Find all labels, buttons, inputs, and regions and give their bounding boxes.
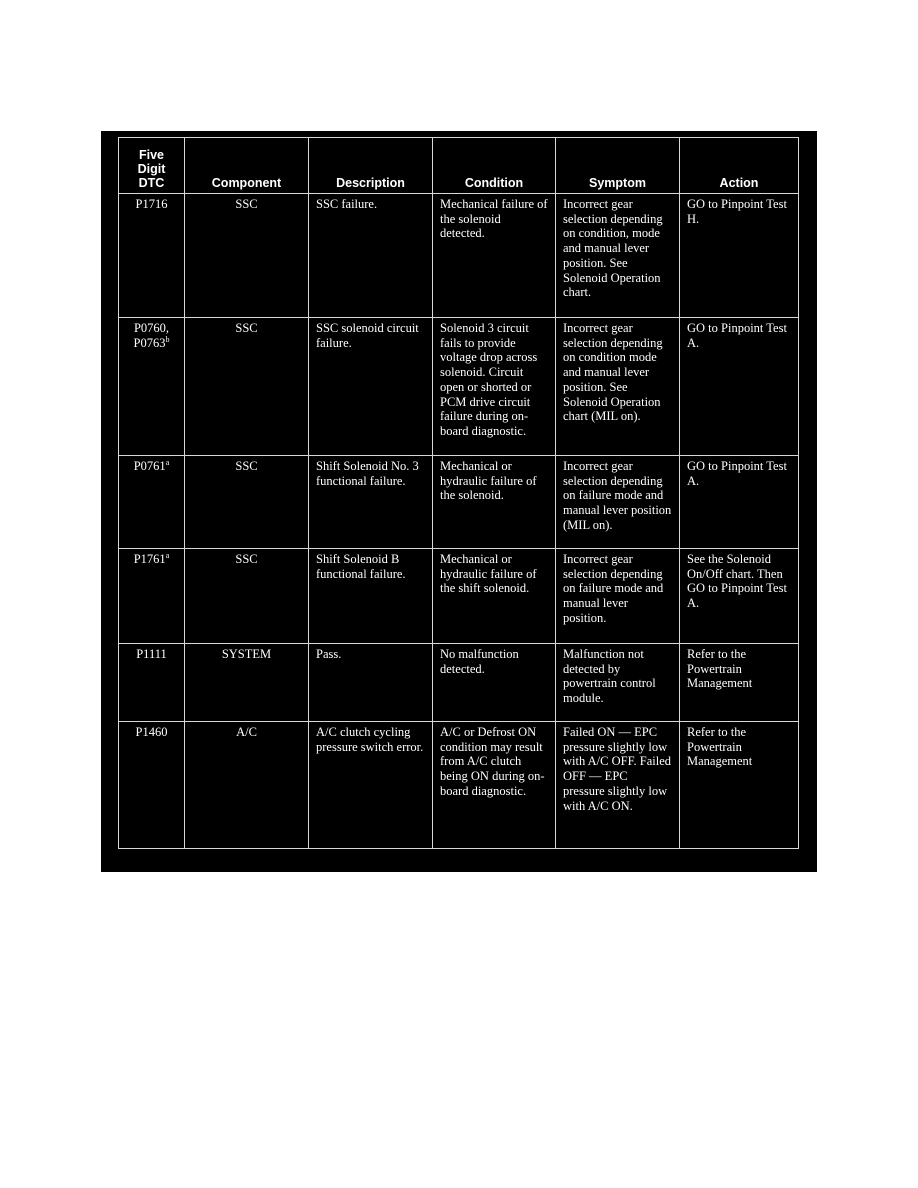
description-cell: Shift Solenoid B functional failure.: [309, 549, 433, 644]
dtc-code: P1716: [135, 197, 168, 211]
dtc-table-panel: [101, 131, 817, 872]
header-symptom: Symptom: [556, 138, 680, 194]
table-row: [119, 644, 799, 722]
condition-cell: No malfunction detected.: [433, 644, 556, 722]
condition-cell: Mechanical or hydraulic failure of the shift solenoid.: [433, 549, 556, 644]
action-cell: GO to Pinpoint Test A.: [680, 456, 799, 549]
header-row: [119, 138, 799, 194]
action-cell: GO to Pinpoint Test A.: [680, 318, 799, 456]
dtc-code-cell: [119, 318, 185, 456]
header-condition: Condition: [433, 138, 556, 194]
component-cell: A/C: [185, 722, 309, 849]
symptom-cell: Failed ON — EPC pressure slightly low with A/C OFF. Failed OFF — EPC pressure slightly low with A/C ON.: [556, 722, 680, 849]
header-description: Description: [309, 138, 433, 194]
component-cell: SSC: [185, 549, 309, 644]
dtc-code: P0760, P0763: [133, 321, 170, 350]
condition-cell: Mechanical failure of the solenoid detected.: [433, 194, 556, 318]
description-cell: Shift Solenoid No. 3 functional failure.: [309, 456, 433, 549]
table-row: [119, 194, 799, 318]
dtc-code: P1460: [135, 725, 168, 739]
component-cell: SSC: [185, 318, 309, 456]
dtc-footnote-mark: a: [165, 457, 170, 467]
dtc-code: P0761: [133, 459, 166, 473]
dtc-code-cell: [119, 644, 185, 722]
symptom-cell: Incorrect gear selection depending on condition mode and manual lever position. See Solenoid Operation chart (MIL on).: [556, 318, 680, 456]
table-row: [119, 318, 799, 456]
action-cell: See the Solenoid On/Off chart. Then GO to Pinpoint Test A.: [680, 549, 799, 644]
dtc-footnote-mark: a: [165, 550, 170, 560]
header-dtc: Five Digit DTC: [119, 138, 185, 194]
table-row: [119, 549, 799, 644]
dtc-code: P1761: [133, 552, 166, 566]
description-cell: A/C clutch cycling pressure switch error.: [309, 722, 433, 849]
component-cell: SSC: [185, 194, 309, 318]
dtc-footnote-mark: b: [165, 334, 170, 344]
table-row: [119, 456, 799, 549]
symptom-cell: Malfunction not detected by powertrain control module.: [556, 644, 680, 722]
condition-cell: Mechanical or hydraulic failure of the solenoid.: [433, 456, 556, 549]
description-cell: Pass.: [309, 644, 433, 722]
dtc-table: [118, 137, 799, 849]
dtc-code-cell: [119, 456, 185, 549]
header-action: Action: [680, 138, 799, 194]
component-cell: SYSTEM: [185, 644, 309, 722]
dtc-code-cell: [119, 549, 185, 644]
dtc-code-cell: [119, 194, 185, 318]
component-cell: SSC: [185, 456, 309, 549]
description-cell: SSC failure.: [309, 194, 433, 318]
symptom-cell: Incorrect gear selection depending on failure mode and manual lever position.: [556, 549, 680, 644]
description-cell: SSC solenoid circuit failure.: [309, 318, 433, 456]
action-cell: GO to Pinpoint Test H.: [680, 194, 799, 318]
action-cell: Refer to the Powertrain Management: [680, 722, 799, 849]
dtc-code: P1111: [136, 647, 167, 661]
symptom-cell: Incorrect gear selection depending on failure mode and manual lever position (MIL on).: [556, 456, 680, 549]
condition-cell: A/C or Defrost ON condition may result from A/C clutch being ON during on-board diagnostic.: [433, 722, 556, 849]
dtc-code-cell: [119, 722, 185, 849]
condition-cell: Solenoid 3 circuit fails to provide voltage drop across solenoid. Circuit open or shorted or PCM drive circuit failure during on-board diagnostic.: [433, 318, 556, 456]
header-component: Component: [185, 138, 309, 194]
table-row: [119, 722, 799, 849]
symptom-cell: Incorrect gear selection depending on condition, mode and manual lever position. See Solenoid Operation chart.: [556, 194, 680, 318]
action-cell: Refer to the Powertrain Management: [680, 644, 799, 722]
